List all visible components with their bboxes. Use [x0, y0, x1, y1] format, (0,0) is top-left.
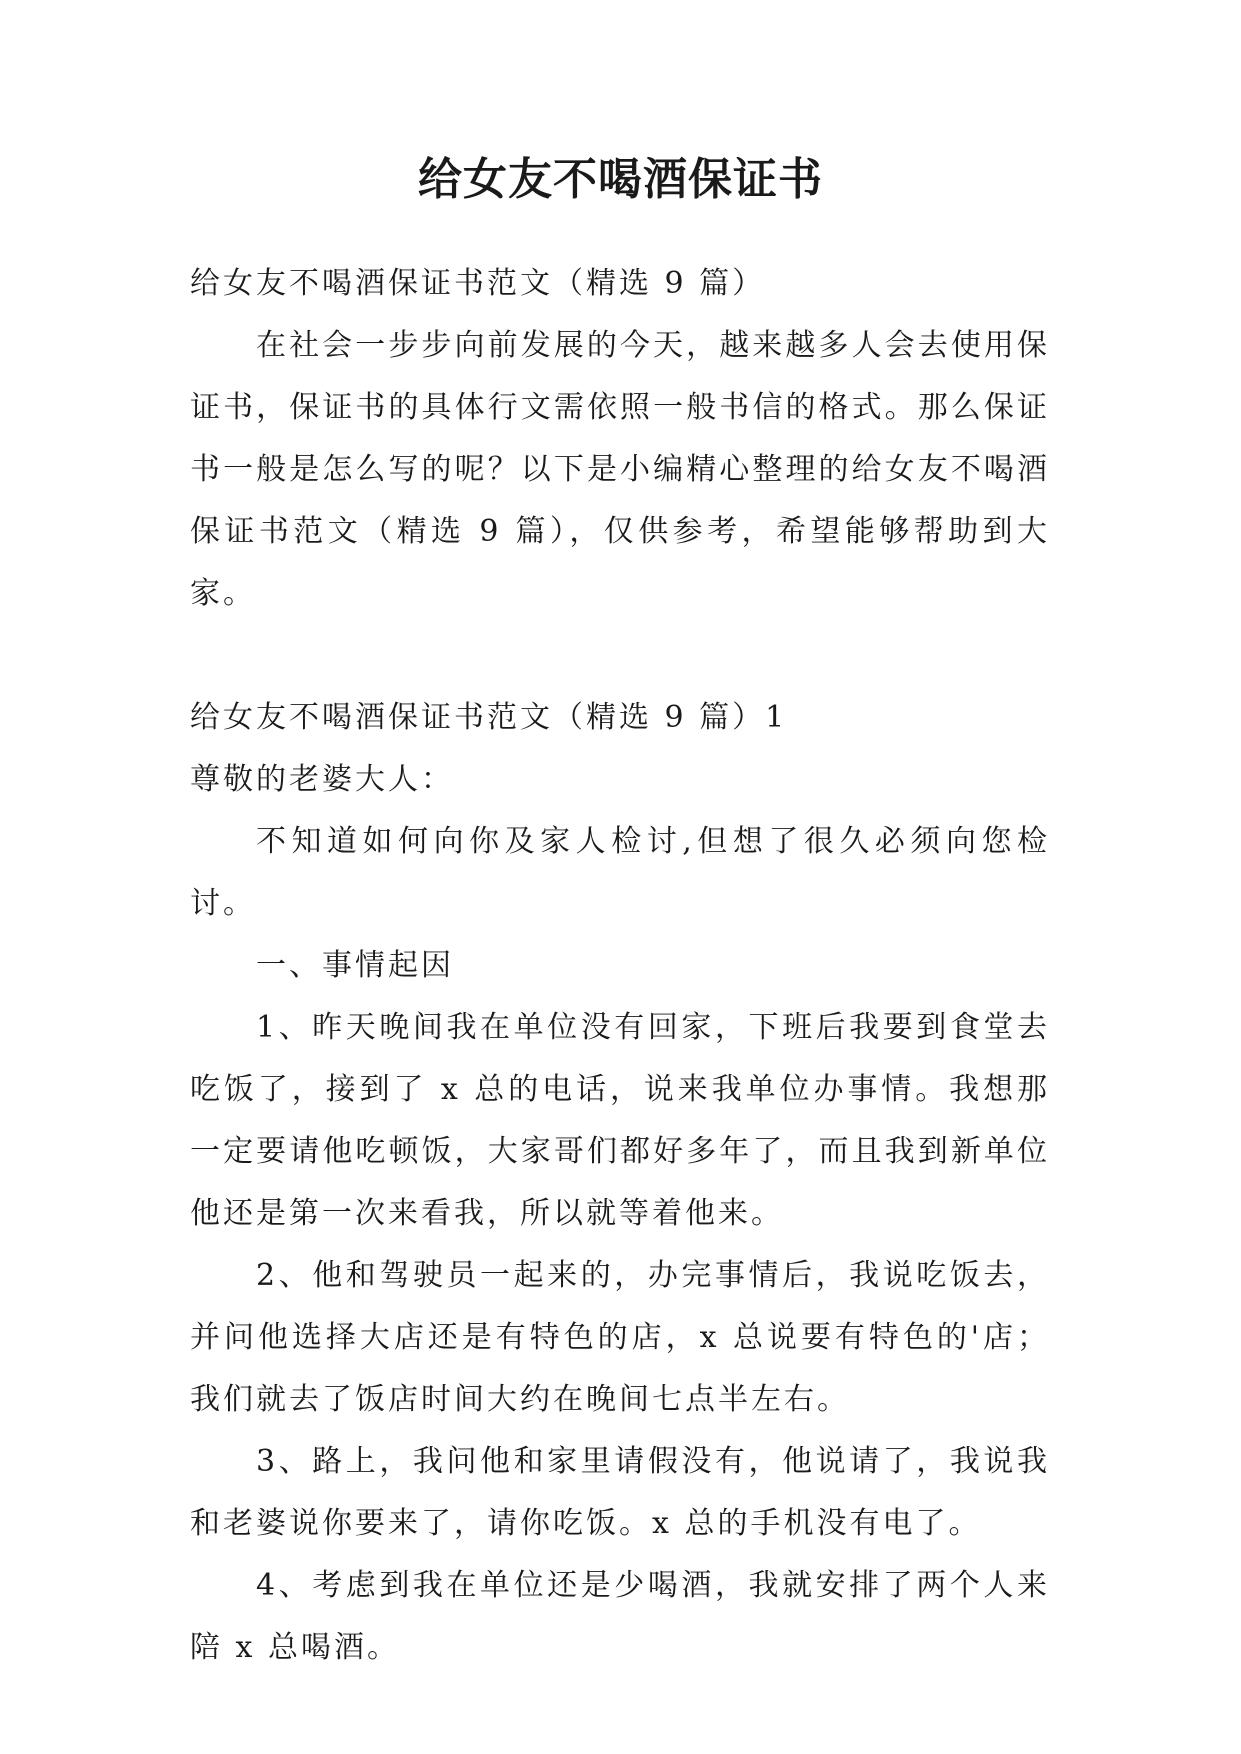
- section-spacer: [190, 625, 1050, 687]
- section-heading-cause: 一、事情起因: [256, 948, 454, 983]
- paragraph-item-2: 2、他和驾驶员一起来的，办完事情后，我说吃饭去，并问他选择大店还是有特色的店，x 总说要有特色的'店；我们就去了饭店时间大约在晚间七点半左右。: [190, 1258, 1050, 1417]
- article-heading: 给女友不喝酒保证书范文（精选 9 篇）1: [190, 700, 788, 735]
- intro-paragraph: 在社会一步步向前发展的今天，越来越多人会去使用保证书，保证书的具体行文需依照一般书信的格式。那么保证书一般是怎么写的呢？以下是小编精心整理的给女友不喝酒保证书范文（精选 9 篇），仅供参考，希望能够帮助到大家。: [190, 328, 1050, 611]
- paragraph-item-1: 1、昨天晚间我在单位没有回家，下班后我要到食堂去吃饭了，接到了 x 总的电话，说来我单位办事情。我想那一定要请他吃顿饭，大家哥们都好多年了，而且我到新单位他还是第一次来看我，所以就等着他来。: [190, 1010, 1050, 1231]
- paragraph-item-3: 3、路上，我问他和家里请假没有，他说请了，我说我和老婆说你要来了，请你吃饭。x 总的手机没有电了。: [190, 1444, 1050, 1541]
- intro-heading: 给女友不喝酒保证书范文（精选 9 篇）: [190, 266, 766, 301]
- paragraph-opening: 不知道如何向你及家人检讨,但想了很久必须向您检讨。: [190, 824, 1050, 921]
- document-title: 给女友不喝酒保证书: [418, 154, 823, 205]
- salutation: 尊敬的老婆大人：: [190, 762, 454, 797]
- document-body: [190, 253, 1050, 1679]
- paragraph-item-4: 4、考虑到我在单位还是少喝酒，我就安排了两个人来陪 x 总喝酒。: [190, 1568, 1050, 1665]
